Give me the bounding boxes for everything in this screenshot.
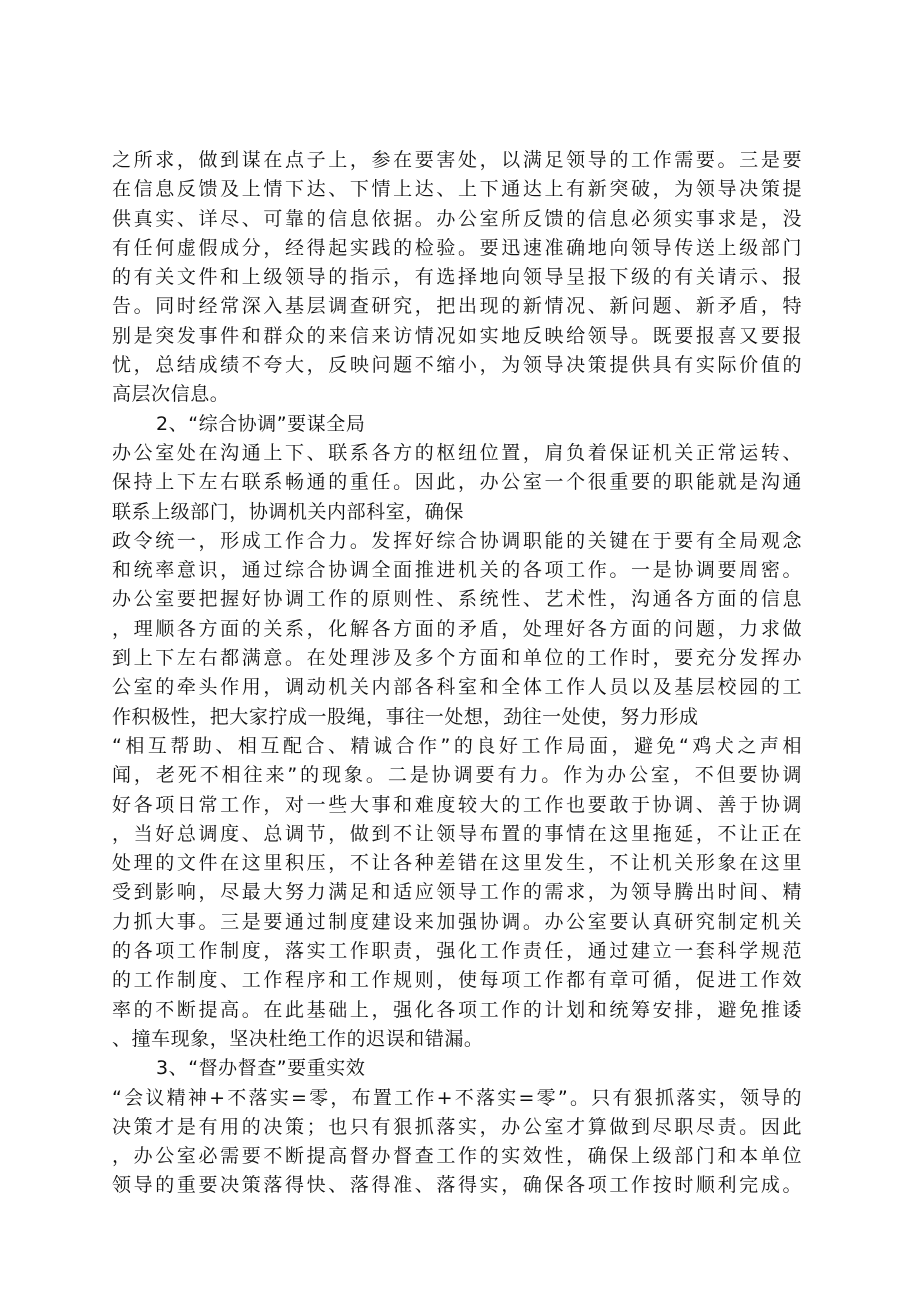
text-line: ，理顺各方面的关系，化解各方面的矛盾，处理好各方面的问题，力求做 [112,617,802,640]
text-line: ，办公室必需要不断提高督办督查工作的实效性，确保上级部门和本单位 [112,1145,802,1168]
text-line: 保持上下左右联系畅通的重任。因此，办公室一个很重要的职能就是沟通 [112,471,802,494]
text-line: 闻，老死不相往来”的现象。二是协调要有力。作为办公室，不但要协调 [112,764,802,787]
text-line: 领导的重要决策落得快、落得准、落得实，确保各项工作按时顺利完成。 [112,1174,802,1197]
text-line: “相互帮助、相互配合、精诚合作”的良好工作局面，避免“鸡犬之声相 [112,734,802,757]
text-line: 之所求，做到谋在点子上，参在要害处，以满足领导的工作需要。三是要 [112,149,802,171]
text-line: 高层次信息。 [112,383,230,406]
text-line: 的各项工作制度，落实工作职责，强化工作责任，通过建立一套科学规范 [112,940,802,963]
text-line: 有任何虚假成分，经得起实践的检验。要迅速准确地向领导传送上级部门 [112,236,802,259]
text-line: ，当好总调度、总调节，做到不让领导布置的事情在这里拖延，不让正在 [112,822,802,845]
text-line: 公室的牵头作用，调动机关内部各科室和全体工作人员以及基层校园的工 [112,676,802,699]
text-line: 忧，总结成绩不夸大，反映问题不缩小，为领导决策提供具有实际价值的 [112,354,802,377]
text-line: 处理的文件在这里积压，不让各种差错在这里发生，不让机关形象在这里 [112,852,802,875]
text-line: 力抓大事。三是要通过制度建设来加强协调。办公室要认真研究制定机关 [112,910,802,933]
text-line: 决策才是有用的决策；也只有狠抓落实，办公室才算做到尽职尽责。因此 [112,1115,802,1138]
text-line: 、撞车现象，坚决杜绝工作的迟误和错漏。 [112,1027,484,1050]
text-line: 联系上级部门，协调机关内部科室，确保 [112,500,464,523]
section-heading: 2、“综合协调”要谋全局 [156,412,366,435]
document-body [112,146,802,1201]
text-line: 的有关文件和上级领导的指示，有选择地向领导呈报下级的有关请示、报 [112,266,802,289]
text-line: 受到影响，尽最大努力满足和适应领导工作的需求，为领导腾出时间、精 [112,881,802,904]
text-line: 率的不断提高。在此基础上，强化各项工作的计划和统筹安排，避免推诿 [112,998,802,1021]
text-line: 办公室要把握好协调工作的原则性、系统性、艺术性，沟通各方面的信息 [112,588,802,611]
text-line: 政令统一，形成工作合力。发挥好综合协调职能的关键在于要有全局观念 [112,529,802,552]
text-line: 好各项日常工作，对一些大事和难度较大的工作也要敢于协调、善于协调 [112,793,802,816]
text-line: 和统率意识，通过综合协调全面推进机关的各项工作。一是协调要周密。 [112,559,802,582]
text-line: 供真实、详尽、可靠的信息依据。办公室所反馈的信息必须实事求是，没 [112,207,802,230]
text-line: 到上下左右都满意。在处理涉及多个方面和单位的工作时，要充分发挥办 [112,647,802,670]
text-line: “会议精神+不落实=零，布置工作+不落实=零”。只有狠抓落实，领导的 [112,1086,802,1109]
text-line: 办公室处在沟通上下、联系各方的枢纽位置，肩负着保证机关正常运转、 [112,441,802,464]
text-line: 别是突发事件和群众的来信来访情况如实地反映给领导。既要报喜又要报 [112,324,802,347]
section-heading: 3、“督办督查”要重实效 [156,1057,366,1080]
text-line: 告。同时经常深入基层调查研究，把出现的新情况、新问题、新矛盾，特 [112,295,802,318]
text-line: 的工作制度、工作程序和工作规则，使每项工作都有章可循，促进工作效 [112,969,802,992]
text-line: 作积极性，把大家拧成一股绳，事往一处想，劲往一处使，努力形成 [112,705,699,728]
text-line: 在信息反馈及上情下达、下情上达、上下通达上有新突破，为领导决策提 [112,178,802,201]
